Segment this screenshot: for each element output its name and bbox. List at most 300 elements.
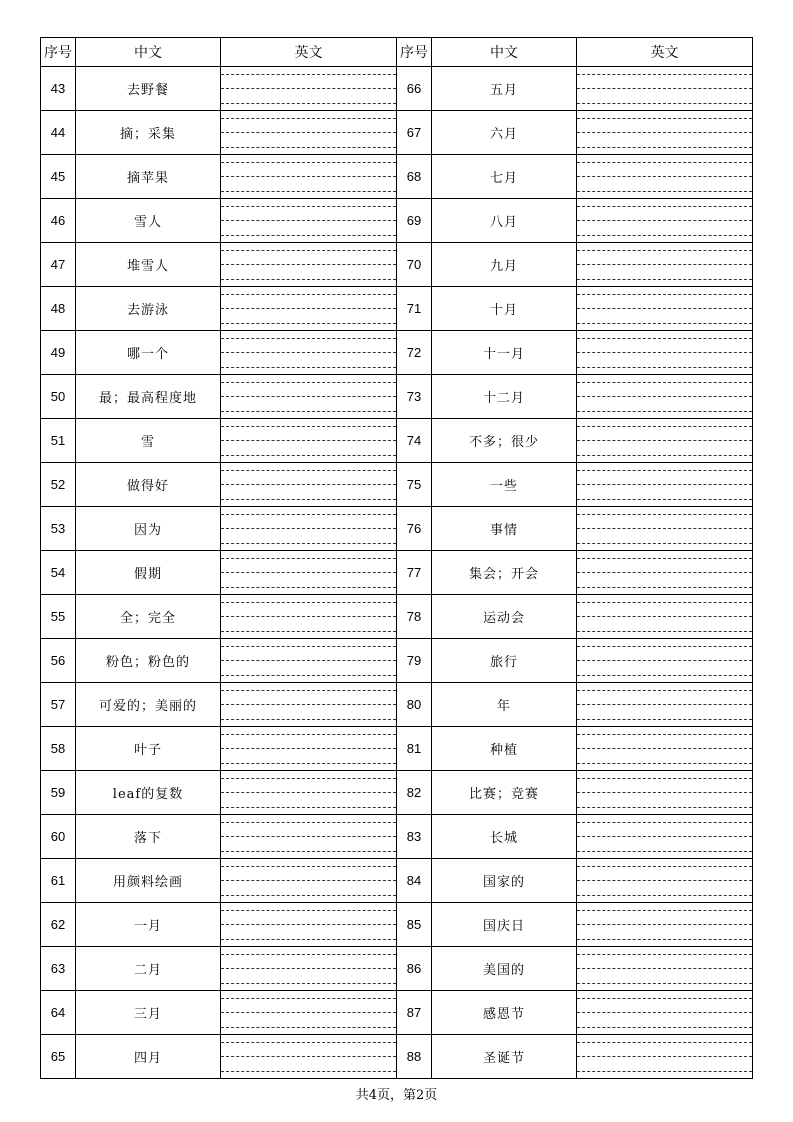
row-number-right: 79 — [397, 639, 432, 683]
dashed-line — [577, 998, 752, 999]
chinese-term-right: 十二月 — [432, 375, 577, 419]
row-number-right: 81 — [397, 727, 432, 771]
table-row — [41, 727, 753, 771]
dashed-line — [577, 910, 752, 911]
dashed-line — [221, 528, 396, 529]
writing-lines — [577, 954, 752, 984]
english-answer-field-left[interactable] — [221, 419, 397, 463]
dashed-line — [221, 1071, 396, 1072]
table-row — [41, 903, 753, 947]
writing-lines — [221, 690, 396, 720]
dashed-line — [221, 250, 396, 251]
dashed-line — [221, 162, 396, 163]
dashed-line — [577, 734, 752, 735]
row-number-left: 62 — [41, 903, 76, 947]
english-answer-field-right[interactable] — [577, 331, 753, 375]
dashed-line — [221, 279, 396, 280]
writing-lines — [577, 690, 752, 720]
dashed-line — [221, 264, 396, 265]
row-number-left: 65 — [41, 1035, 76, 1079]
writing-lines — [577, 206, 752, 236]
english-answer-field-right[interactable] — [577, 507, 753, 551]
dashed-line — [577, 704, 752, 705]
header-english-right: 英文 — [577, 38, 753, 67]
dashed-line — [221, 440, 396, 441]
english-answer-field-left[interactable] — [221, 199, 397, 243]
table-row — [41, 859, 753, 903]
dashed-line — [221, 294, 396, 295]
table-row — [41, 463, 753, 507]
dashed-line — [577, 411, 752, 412]
dashed-line — [221, 660, 396, 661]
dashed-line — [577, 308, 752, 309]
writing-lines — [221, 998, 396, 1028]
dashed-line — [577, 851, 752, 852]
writing-lines — [221, 778, 396, 808]
dashed-line — [221, 470, 396, 471]
english-answer-field-left[interactable] — [221, 991, 397, 1035]
chinese-term-left: 雪人 — [76, 199, 221, 243]
english-answer-field-right[interactable] — [577, 815, 753, 859]
table-row — [41, 815, 753, 859]
chinese-term-right: 年 — [432, 683, 577, 727]
english-answer-field-right[interactable] — [577, 287, 753, 331]
dashed-line — [221, 455, 396, 456]
dashed-line — [577, 807, 752, 808]
table-row — [41, 551, 753, 595]
row-number-right: 77 — [397, 551, 432, 595]
dashed-line — [577, 1071, 752, 1072]
dashed-line — [577, 939, 752, 940]
writing-lines — [577, 602, 752, 632]
dashed-line — [221, 543, 396, 544]
dashed-line — [577, 1056, 752, 1057]
row-number-right: 85 — [397, 903, 432, 947]
row-number-left: 46 — [41, 199, 76, 243]
writing-lines — [577, 514, 752, 544]
row-number-left: 44 — [41, 111, 76, 155]
chinese-term-left: 粉色；粉色的 — [76, 639, 221, 683]
dashed-line — [577, 323, 752, 324]
chinese-term-left: 最；最高程度地 — [76, 375, 221, 419]
writing-lines — [221, 1042, 396, 1072]
dashed-line — [221, 1027, 396, 1028]
writing-lines — [577, 250, 752, 280]
chinese-term-left: 全；完全 — [76, 595, 221, 639]
table-row — [41, 771, 753, 815]
dashed-line — [577, 558, 752, 559]
chinese-term-left: 去野餐 — [76, 67, 221, 111]
dashed-line — [577, 250, 752, 251]
english-answer-field-left[interactable] — [221, 903, 397, 947]
chinese-term-left: 雪 — [76, 419, 221, 463]
dashed-line — [577, 132, 752, 133]
row-number-right: 73 — [397, 375, 432, 419]
chinese-term-right: 运动会 — [432, 595, 577, 639]
chinese-term-right: 旅行 — [432, 639, 577, 683]
english-answer-field-left[interactable] — [221, 727, 397, 771]
english-answer-field-left[interactable] — [221, 771, 397, 815]
dashed-line — [577, 968, 752, 969]
dashed-line — [221, 426, 396, 427]
dashed-line — [221, 748, 396, 749]
dashed-line — [221, 514, 396, 515]
dashed-line — [221, 690, 396, 691]
table-row — [41, 683, 753, 727]
chinese-term-left: 落下 — [76, 815, 221, 859]
english-answer-field-left[interactable] — [221, 67, 397, 111]
dashed-line — [577, 954, 752, 955]
chinese-term-right: 事情 — [432, 507, 577, 551]
writing-lines — [577, 646, 752, 676]
row-number-left: 45 — [41, 155, 76, 199]
dashed-line — [577, 191, 752, 192]
header-number-right: 序号 — [397, 38, 432, 67]
chinese-term-left: 用颜料绘画 — [76, 859, 221, 903]
chinese-term-right: 十月 — [432, 287, 577, 331]
english-answer-field-left[interactable] — [221, 287, 397, 331]
dashed-line — [221, 206, 396, 207]
row-number-left: 52 — [41, 463, 76, 507]
english-answer-field-left[interactable] — [221, 155, 397, 199]
english-answer-field-right[interactable] — [577, 947, 753, 991]
dashed-line — [577, 455, 752, 456]
english-answer-field-right[interactable] — [577, 111, 753, 155]
chinese-term-right: 国家的 — [432, 859, 577, 903]
english-answer-field-right[interactable] — [577, 727, 753, 771]
dashed-line — [577, 792, 752, 793]
chinese-term-left: 叶子 — [76, 727, 221, 771]
table-row — [41, 67, 753, 111]
dashed-line — [221, 602, 396, 603]
english-answer-field-right[interactable] — [577, 903, 753, 947]
dashed-line — [221, 352, 396, 353]
chinese-term-right: 八月 — [432, 199, 577, 243]
dashed-line — [221, 323, 396, 324]
table-row — [41, 595, 753, 639]
dashed-line — [577, 352, 752, 353]
dashed-line — [577, 147, 752, 148]
writing-lines — [577, 998, 752, 1028]
writing-lines — [221, 558, 396, 588]
dashed-line — [577, 118, 752, 119]
writing-lines — [221, 514, 396, 544]
row-number-left: 56 — [41, 639, 76, 683]
english-answer-field-right[interactable] — [577, 991, 753, 1035]
table-row — [41, 111, 753, 155]
dashed-line — [221, 675, 396, 676]
dashed-line — [577, 572, 752, 573]
chinese-term-left: 一月 — [76, 903, 221, 947]
dashed-line — [577, 396, 752, 397]
dashed-line — [221, 968, 396, 969]
chinese-term-right: 七月 — [432, 155, 577, 199]
dashed-line — [577, 748, 752, 749]
table-row — [41, 639, 753, 683]
dashed-line — [577, 983, 752, 984]
header-chinese-left: 中文 — [76, 38, 221, 67]
english-answer-field-left[interactable] — [221, 815, 397, 859]
writing-lines — [221, 426, 396, 456]
chinese-term-left: 去游泳 — [76, 287, 221, 331]
dashed-line — [577, 338, 752, 339]
dashed-line — [221, 924, 396, 925]
dashed-line — [577, 426, 752, 427]
dashed-line — [577, 866, 752, 867]
english-answer-field-right[interactable] — [577, 1035, 753, 1079]
dashed-line — [221, 895, 396, 896]
row-number-right: 74 — [397, 419, 432, 463]
dashed-line — [221, 1012, 396, 1013]
chinese-term-left: 因为 — [76, 507, 221, 551]
chinese-term-left: leaf的复数 — [76, 771, 221, 815]
writing-lines — [221, 338, 396, 368]
chinese-term-left: 摘；采集 — [76, 111, 221, 155]
dashed-line — [221, 484, 396, 485]
row-number-left: 53 — [41, 507, 76, 551]
dashed-line — [221, 308, 396, 309]
header-row — [41, 38, 753, 67]
english-answer-field-left[interactable] — [221, 1035, 397, 1079]
row-number-left: 50 — [41, 375, 76, 419]
chinese-term-right: 集会；开会 — [432, 551, 577, 595]
dashed-line — [577, 924, 752, 925]
english-answer-field-left[interactable] — [221, 331, 397, 375]
dashed-line — [221, 763, 396, 764]
english-answer-field-left[interactable] — [221, 551, 397, 595]
dashed-line — [221, 220, 396, 221]
writing-lines — [221, 74, 396, 104]
dashed-line — [221, 836, 396, 837]
row-number-right: 68 — [397, 155, 432, 199]
dashed-line — [577, 690, 752, 691]
chinese-term-left: 三月 — [76, 991, 221, 1035]
english-answer-field-right[interactable] — [577, 771, 753, 815]
english-answer-field-right[interactable] — [577, 859, 753, 903]
dashed-line — [577, 514, 752, 515]
chinese-term-right: 比赛；竞赛 — [432, 771, 577, 815]
dashed-line — [577, 484, 752, 485]
chinese-term-right: 不多；很少 — [432, 419, 577, 463]
writing-lines — [221, 294, 396, 324]
dashed-line — [577, 470, 752, 471]
dashed-line — [221, 646, 396, 647]
english-answer-field-right[interactable] — [577, 639, 753, 683]
dashed-line — [577, 1012, 752, 1013]
row-number-right: 84 — [397, 859, 432, 903]
dashed-line — [221, 880, 396, 881]
chinese-term-left: 二月 — [76, 947, 221, 991]
dashed-line — [221, 1056, 396, 1057]
dashed-line — [221, 807, 396, 808]
table-row — [41, 331, 753, 375]
writing-lines — [577, 778, 752, 808]
dashed-line — [577, 836, 752, 837]
dashed-line — [577, 602, 752, 603]
table-row — [41, 375, 753, 419]
table-row — [41, 243, 753, 287]
row-number-left: 59 — [41, 771, 76, 815]
english-answer-field-left[interactable] — [221, 683, 397, 727]
row-number-right: 67 — [397, 111, 432, 155]
dashed-line — [577, 646, 752, 647]
table-row — [41, 1035, 753, 1079]
dashed-line — [221, 719, 396, 720]
dashed-line — [221, 572, 396, 573]
english-answer-field-left[interactable] — [221, 947, 397, 991]
dashed-line — [577, 719, 752, 720]
row-number-left: 43 — [41, 67, 76, 111]
dashed-line — [577, 1042, 752, 1043]
dashed-line — [221, 954, 396, 955]
row-number-right: 71 — [397, 287, 432, 331]
dashed-line — [221, 235, 396, 236]
table-body — [41, 67, 753, 1079]
dashed-line — [221, 118, 396, 119]
dashed-line — [221, 132, 396, 133]
dashed-line — [221, 558, 396, 559]
english-answer-field-left[interactable] — [221, 463, 397, 507]
dashed-line — [221, 704, 396, 705]
english-answer-field-right[interactable] — [577, 551, 753, 595]
english-answer-field-right[interactable] — [577, 375, 753, 419]
dashed-line — [577, 74, 752, 75]
chinese-term-right: 长城 — [432, 815, 577, 859]
dashed-line — [221, 983, 396, 984]
english-answer-field-right[interactable] — [577, 595, 753, 639]
table-row — [41, 991, 753, 1035]
dashed-line — [221, 1042, 396, 1043]
row-number-left: 60 — [41, 815, 76, 859]
writing-lines — [221, 646, 396, 676]
dashed-line — [221, 778, 396, 779]
english-answer-field-right[interactable] — [577, 243, 753, 287]
chinese-term-left: 做得好 — [76, 463, 221, 507]
writing-lines — [221, 954, 396, 984]
row-number-right: 69 — [397, 199, 432, 243]
table-row — [41, 155, 753, 199]
dashed-line — [221, 822, 396, 823]
chinese-term-right: 一些 — [432, 463, 577, 507]
row-number-left: 54 — [41, 551, 76, 595]
chinese-term-right: 国庆日 — [432, 903, 577, 947]
writing-lines — [577, 1042, 752, 1072]
english-answer-field-left[interactable] — [221, 375, 397, 419]
writing-lines — [221, 910, 396, 940]
writing-lines — [577, 734, 752, 764]
dashed-line — [221, 147, 396, 148]
dashed-line — [221, 851, 396, 852]
english-answer-field-left[interactable] — [221, 507, 397, 551]
row-number-right: 76 — [397, 507, 432, 551]
english-answer-field-left[interactable] — [221, 595, 397, 639]
english-answer-field-left[interactable] — [221, 639, 397, 683]
dashed-line — [221, 367, 396, 368]
writing-lines — [577, 382, 752, 412]
english-answer-field-left[interactable] — [221, 859, 397, 903]
header-chinese-right: 中文 — [432, 38, 577, 67]
dashed-line — [221, 382, 396, 383]
english-answer-field-right[interactable] — [577, 67, 753, 111]
row-number-left: 49 — [41, 331, 76, 375]
dashed-line — [221, 587, 396, 588]
chinese-term-right: 感恩节 — [432, 991, 577, 1035]
english-answer-field-left[interactable] — [221, 243, 397, 287]
chinese-term-right: 圣诞节 — [432, 1035, 577, 1079]
writing-lines — [577, 470, 752, 500]
row-number-right: 66 — [397, 67, 432, 111]
dashed-line — [577, 382, 752, 383]
english-answer-field-right[interactable] — [577, 683, 753, 727]
table-row — [41, 507, 753, 551]
dashed-line — [221, 910, 396, 911]
row-number-right: 80 — [397, 683, 432, 727]
chinese-term-right: 美国的 — [432, 947, 577, 991]
dashed-line — [577, 440, 752, 441]
row-number-left: 51 — [41, 419, 76, 463]
writing-lines — [221, 602, 396, 632]
writing-lines — [221, 382, 396, 412]
dashed-line — [221, 631, 396, 632]
row-number-right: 72 — [397, 331, 432, 375]
chinese-term-left: 四月 — [76, 1035, 221, 1079]
english-answer-field-right[interactable] — [577, 199, 753, 243]
chinese-term-left: 假期 — [76, 551, 221, 595]
english-answer-field-right[interactable] — [577, 463, 753, 507]
row-number-right: 82 — [397, 771, 432, 815]
dashed-line — [577, 822, 752, 823]
writing-lines — [577, 294, 752, 324]
row-number-right: 78 — [397, 595, 432, 639]
english-answer-field-left[interactable] — [221, 111, 397, 155]
writing-lines — [221, 734, 396, 764]
table-row — [41, 419, 753, 463]
dashed-line — [577, 587, 752, 588]
row-number-right: 88 — [397, 1035, 432, 1079]
dashed-line — [577, 880, 752, 881]
dashed-line — [221, 499, 396, 500]
english-answer-field-right[interactable] — [577, 155, 753, 199]
dashed-line — [577, 499, 752, 500]
row-number-left: 63 — [41, 947, 76, 991]
dashed-line — [577, 528, 752, 529]
writing-lines — [577, 910, 752, 940]
page-footer: 共4页，第2页 — [355, 1088, 438, 1103]
dashed-line — [221, 411, 396, 412]
dashed-line — [577, 543, 752, 544]
dashed-line — [577, 616, 752, 617]
writing-lines — [221, 250, 396, 280]
writing-lines — [577, 118, 752, 148]
header-english-left: 英文 — [221, 38, 397, 67]
row-number-left: 57 — [41, 683, 76, 727]
dashed-line — [577, 264, 752, 265]
dashed-line — [577, 778, 752, 779]
row-number-left: 64 — [41, 991, 76, 1035]
dashed-line — [221, 88, 396, 89]
chinese-term-right: 六月 — [432, 111, 577, 155]
dashed-line — [577, 763, 752, 764]
dashed-line — [577, 279, 752, 280]
dashed-line — [221, 866, 396, 867]
writing-lines — [577, 426, 752, 456]
row-number-left: 48 — [41, 287, 76, 331]
table-row — [41, 287, 753, 331]
writing-lines — [221, 470, 396, 500]
english-answer-field-right[interactable] — [577, 419, 753, 463]
chinese-term-right: 十一月 — [432, 331, 577, 375]
chinese-term-left: 哪一个 — [76, 331, 221, 375]
